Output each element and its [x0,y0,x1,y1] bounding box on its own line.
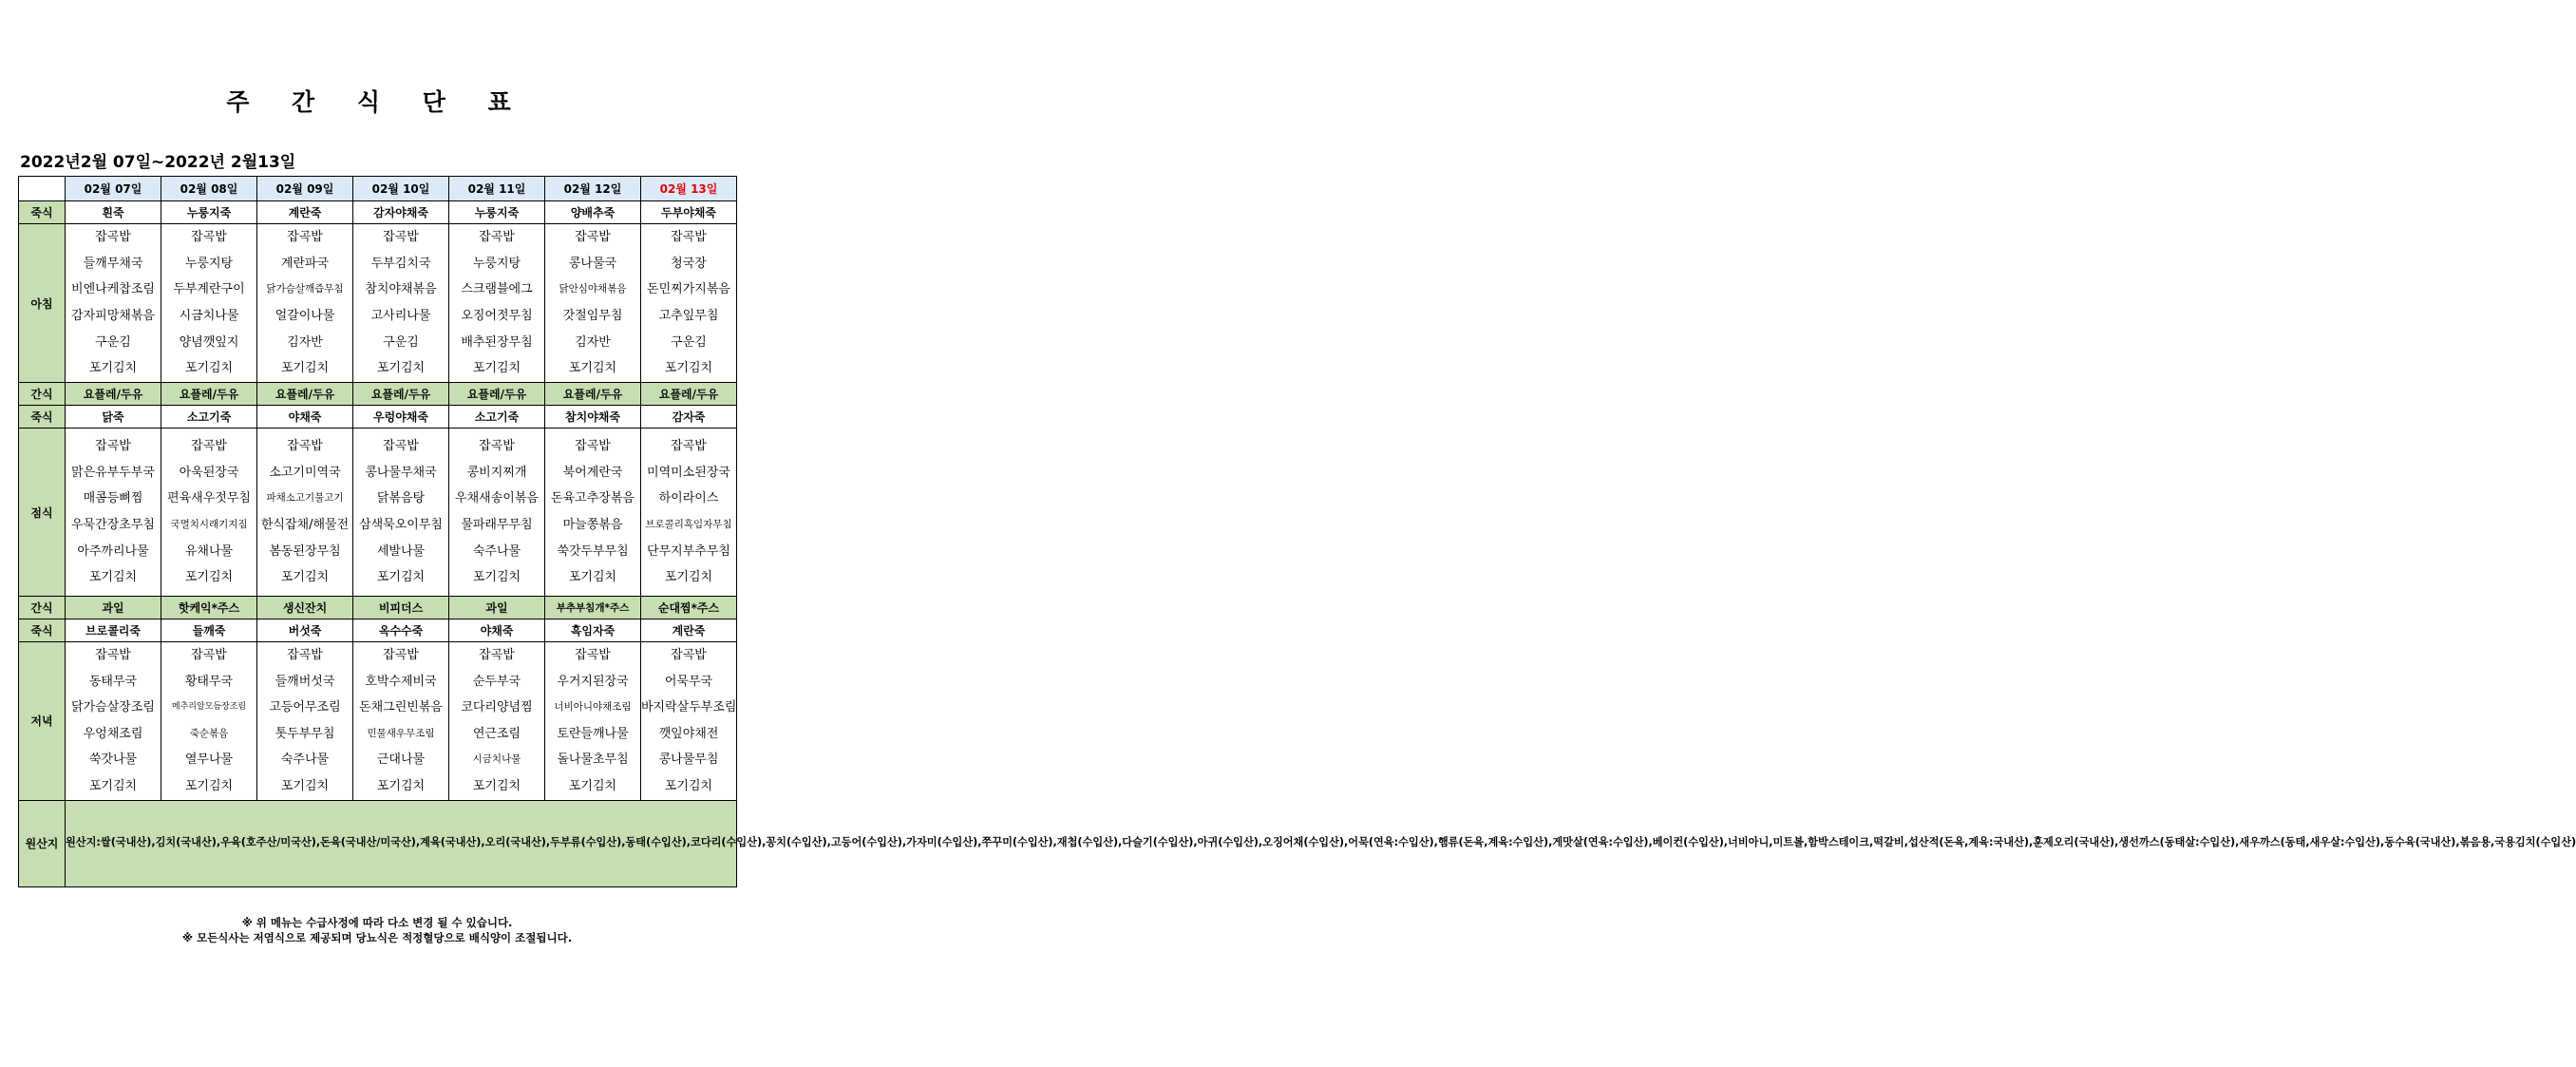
snack-cell: 과일 [449,597,545,619]
menu-cell [545,642,641,801]
menu-item: 포기김치 [664,361,713,376]
menu-item: 잡곡밥 [671,439,707,454]
menu-item: 하이라이스 [658,491,719,506]
menu-item: 누룽지탕 [472,256,521,271]
lunch-juk-row [19,406,737,429]
dinner-row [19,642,737,801]
date-header: 02월 07일 [66,177,161,201]
dinner-juk-row [19,619,737,642]
menu-item: 고사리나물 [370,309,431,323]
juk-label: 죽식 [19,201,66,224]
menu-item: 잡곡밥 [95,439,131,454]
menu-item: 두부계란구이 [173,282,245,297]
juk-label: 죽식 [19,619,66,642]
menu-item: 물파래무무침 [461,518,533,532]
menu-item: 우채새송이볶음 [455,491,539,506]
origin-label: 원산지 [19,800,66,886]
lunch-row [19,429,737,597]
menu-item: 포기김치 [472,570,521,585]
snack-label: 간식 [19,597,66,619]
dinner-label: 저녁 [19,642,66,801]
menu-item: 두부김치국 [370,256,431,271]
menu-item: 잡곡밥 [287,648,323,662]
menu-item: 배추된장무침 [461,334,533,350]
menu-cell [545,224,641,383]
menu-item: 잡곡밥 [95,230,131,245]
menu-change-notice: ※ 위 메뉴는 수급사정에 따라 다소 변경 될 수 있습니다. [241,916,513,929]
menu-item: 민물새우무조림 [367,727,435,739]
juk-cell: 야채죽 [449,619,545,642]
menu-item: 아주까리나물 [77,543,149,559]
juk-cell: 감자죽 [641,406,737,429]
lunch-label: 점식 [19,429,66,597]
menu-cell [66,429,161,597]
low-salt-notice: ※ 모든식사는 저염식으로 제공되며 당뇨식은 적정혈당으로 배식양이 조절됩니다. [181,931,573,944]
juk-cell: 소고기죽 [449,406,545,429]
menu-item: 포기김치 [664,778,713,793]
menu-item: 맑은유부두부국 [71,465,155,480]
menu-item: 콩비지찌개 [466,465,527,480]
menu-item: 김자반 [287,334,323,350]
menu-item: 파채소고기불고기 [266,492,344,505]
snack-cell: 요플레/두유 [449,383,545,406]
menu-item: 포기김치 [568,570,617,585]
menu-item: 잡곡밥 [287,230,323,245]
date-header: 02월 09일 [257,177,353,201]
menu-period: 2022년2월 07일~2022년 2월13일 [20,153,296,172]
menu-item: 포기김치 [88,361,138,376]
menu-item: 잡곡밥 [191,230,227,245]
menu-item: 코다리양념찜 [461,700,533,715]
menu-item: 열무나물 [184,753,234,768]
menu-item: 포기김치 [280,778,330,793]
menu-item: 포기김치 [568,778,617,793]
menu-cell [449,224,545,383]
menu-item: 삼색묵오이무침 [359,518,443,532]
juk-cell: 우렁야채죽 [353,406,449,429]
weekly-menu-table [18,176,2576,887]
date-header-sunday: 02월 13일 [641,177,737,201]
menu-item: 포기김치 [184,570,234,585]
menu-item: 잡곡밥 [191,648,227,662]
menu-cell [449,642,545,801]
menu-cell [641,224,737,383]
snack-cell: 요플레/두유 [66,383,161,406]
juk-cell: 계란죽 [257,201,353,224]
menu-cell [353,429,449,597]
menu-item: 닭가슴살깨즙무침 [266,283,344,295]
afternoon-snack-row [19,597,737,619]
menu-item: 갓절임무침 [562,309,623,323]
menu-item: 감자피망채볶음 [71,309,155,323]
menu-item: 닭안심야채볶음 [559,283,627,295]
menu-item: 구운김 [95,334,131,350]
menu-item: 호박수제비국 [365,674,437,689]
menu-item: 죽순볶음 [189,727,229,739]
menu-cell [353,224,449,383]
menu-cell [353,642,449,801]
menu-item: 고등어무조림 [269,700,341,715]
menu-item: 포기김치 [472,778,521,793]
juk-cell: 야채죽 [257,406,353,429]
juk-cell: 감자야채죽 [353,201,449,224]
menu-item: 세발나물 [376,543,426,559]
menu-item: 바지락살두부조림 [641,700,737,715]
menu-item: 잡곡밥 [479,648,515,662]
menu-item: 잡곡밥 [575,648,611,662]
menu-item: 포기김치 [184,778,234,793]
menu-item: 소고기미역국 [269,465,341,480]
menu-item: 포기김치 [376,778,426,793]
menu-item: 포기김치 [472,361,521,376]
menu-item: 너비아니야채조림 [554,701,632,714]
menu-item: 시금치나물 [179,309,239,323]
menu-item: 우묵간장초무침 [71,518,155,532]
juk-cell: 브로콜리죽 [66,619,161,642]
juk-cell: 참치야채죽 [545,406,641,429]
juk-cell: 버섯죽 [257,619,353,642]
menu-item: 돈민찌가지볶음 [647,282,730,297]
menu-item: 포기김치 [280,570,330,585]
menu-cell [257,642,353,801]
juk-cell: 흑임자죽 [545,619,641,642]
menu-item: 연근조림 [472,726,521,741]
menu-cell [161,224,257,383]
menu-cell [449,429,545,597]
menu-item: 편육새우젓무침 [167,491,251,506]
breakfast-label: 아침 [19,224,66,383]
menu-item: 포기김치 [280,361,330,376]
date-header: 02월 12일 [545,177,641,201]
menu-item: 오징어젓무침 [461,309,533,323]
menu-item: 포기김치 [184,361,234,376]
menu-item: 잡곡밥 [479,230,515,245]
menu-item: 잡곡밥 [383,648,419,662]
menu-item: 쑥갓나물 [88,753,138,768]
juk-cell: 옥수수죽 [353,619,449,642]
juk-cell: 누룽지죽 [161,201,257,224]
juk-cell: 소고기죽 [161,406,257,429]
menu-item: 포기김치 [376,570,426,585]
menu-item: 돌나물초무침 [557,753,629,768]
menu-item: 숙주나물 [472,543,521,559]
menu-item: 포기김치 [568,361,617,376]
menu-cell [257,429,353,597]
page-title: 주 간 식 단 표 [226,88,528,116]
date-header: 02월 08일 [161,177,257,201]
menu-item: 근대나물 [376,753,426,768]
juk-cell: 두부야채죽 [641,201,737,224]
menu-item: 북어계란국 [562,465,623,480]
menu-item: 포기김치 [88,778,138,793]
menu-cell [161,642,257,801]
snack-cell: 요플레/두유 [161,383,257,406]
snack-cell: 부추부침개*주스 [545,597,641,619]
menu-item: 비엔나케찹조림 [71,282,155,297]
menu-item: 구운김 [671,334,707,350]
header-corner [19,177,66,201]
menu-item: 김자반 [575,334,611,350]
menu-item: 메추리알모듬장조림 [171,702,247,713]
menu-item: 어묵무국 [664,674,713,689]
menu-cell [66,642,161,801]
menu-item: 잡곡밥 [95,648,131,662]
menu-item: 양념깻잎지 [179,334,239,350]
menu-item: 잡곡밥 [287,439,323,454]
menu-item: 미역미소된장국 [647,465,730,480]
menu-item: 잡곡밥 [575,230,611,245]
menu-item: 잡곡밥 [671,648,707,662]
menu-item: 국멸치시래기지짐 [170,519,248,530]
menu-item: 닭볶음탕 [376,491,426,506]
menu-item: 누룽지탕 [184,256,234,271]
menu-item: 콩나물무채국 [365,465,437,480]
menu-item: 봄동된장무침 [269,543,341,559]
menu-item: 톳두부무침 [275,726,335,741]
menu-item: 유채나물 [184,543,234,559]
menu-item: 토란들깨나물 [557,726,629,741]
menu-item: 브로콜리흑임자무침 [645,519,732,530]
menu-item: 단무지부추무침 [647,543,730,559]
snack-cell: 요플레/두유 [545,383,641,406]
origin-info: 원산지:쌀(국내산),김치(국내산),우육(호주산/미국산),돈육(국내산/미국산),계육(국내산),오리(국내산),두부류(수입산),동태(수입산),코다리(수입산),꽁치(수입산),고등어(수입산),가자미(수입산),쭈꾸미(수입산),재첩(수입산),다슬기(수입산),아귀(수입산),오징어채(수입산),어묵(연육:수입산),햄류(돈육,계육:수입산),게맛살(연육:수입산),베이컨(수입산),너비아니,미트볼,함박스테이크,떡갈비,섭산적(돈육,계육:국내산),훈제오리(국내산),생선까스(동태살:수입산),새우까스(동태,새우살:수입산),동수육(국내산),볶음용,국용김치(수입산) [66,800,737,886]
menu-item: 아욱된장국 [179,465,239,480]
snack-cell: 핫케익*주스 [161,597,257,619]
snack-cell: 과일 [66,597,161,619]
menu-item: 시금치나물 [472,753,521,766]
juk-cell: 흰죽 [66,201,161,224]
menu-item: 포기김치 [88,570,138,585]
snack-cell: 생신잔치 [257,597,353,619]
menu-item: 잡곡밥 [383,439,419,454]
menu-item: 콩나물무침 [658,753,719,768]
juk-cell: 누룽지죽 [449,201,545,224]
menu-cell [66,224,161,383]
menu-item: 매콤등뼈찜 [83,491,143,506]
menu-item: 숙주나물 [280,753,330,768]
menu-item: 포기김치 [664,570,713,585]
menu-item: 스크램블에그 [461,282,533,297]
snack-cell: 요플레/두유 [641,383,737,406]
menu-item: 콩나물국 [568,256,617,271]
morning-snack-row [19,383,737,406]
menu-item: 쑥갓두부무침 [557,543,629,559]
menu-item: 동태무국 [88,674,138,689]
menu-item: 마늘쫑볶음 [562,518,623,532]
menu-item: 청국장 [671,256,707,271]
menu-item: 잡곡밥 [191,439,227,454]
menu-item: 잡곡밥 [575,439,611,454]
menu-cell [545,429,641,597]
menu-item: 잡곡밥 [383,230,419,245]
menu-cell [641,429,737,597]
menu-cell [641,642,737,801]
origin-row [19,800,737,886]
menu-item: 순두부국 [472,674,521,689]
snack-cell: 요플레/두유 [353,383,449,406]
breakfast-row [19,224,737,383]
snack-cell: 순대찜*주스 [641,597,737,619]
juk-cell: 계란죽 [641,619,737,642]
menu-item: 닭가슴살장조림 [71,700,155,715]
menu-item: 들깨버섯국 [275,674,335,689]
menu-item: 깻잎야채전 [658,726,719,741]
menu-item: 한식잡채/해물전 [260,518,350,532]
menu-item: 우거지된장국 [557,674,629,689]
date-header: 02월 10일 [353,177,449,201]
juk-cell: 들깨죽 [161,619,257,642]
menu-cell [257,224,353,383]
snack-cell: 요플레/두유 [257,383,353,406]
menu-item: 계란파국 [280,256,330,271]
snack-cell: 비피더스 [353,597,449,619]
menu-item: 얼갈이나물 [275,309,335,323]
juk-cell: 닭죽 [66,406,161,429]
menu-item: 우엉채조림 [83,726,143,741]
menu-item: 포기김치 [376,361,426,376]
snack-label: 간식 [19,383,66,406]
menu-item: 들깨무채국 [83,256,143,271]
date-header: 02월 11일 [449,177,545,201]
menu-item: 돈육고추장볶음 [551,491,635,506]
menu-item: 돈채그린빈볶음 [359,700,443,715]
menu-item: 고추잎무침 [658,309,719,323]
menu-item: 황태무국 [184,674,234,689]
juk-label: 죽식 [19,406,66,429]
menu-cell [161,429,257,597]
date-header-row [19,177,737,201]
menu-item: 잡곡밥 [671,230,707,245]
menu-item: 참치야채볶음 [365,282,437,297]
menu-item: 구운김 [383,334,419,350]
menu-item: 잡곡밥 [479,439,515,454]
breakfast-juk-row [19,201,737,224]
juk-cell: 양배추죽 [545,201,641,224]
